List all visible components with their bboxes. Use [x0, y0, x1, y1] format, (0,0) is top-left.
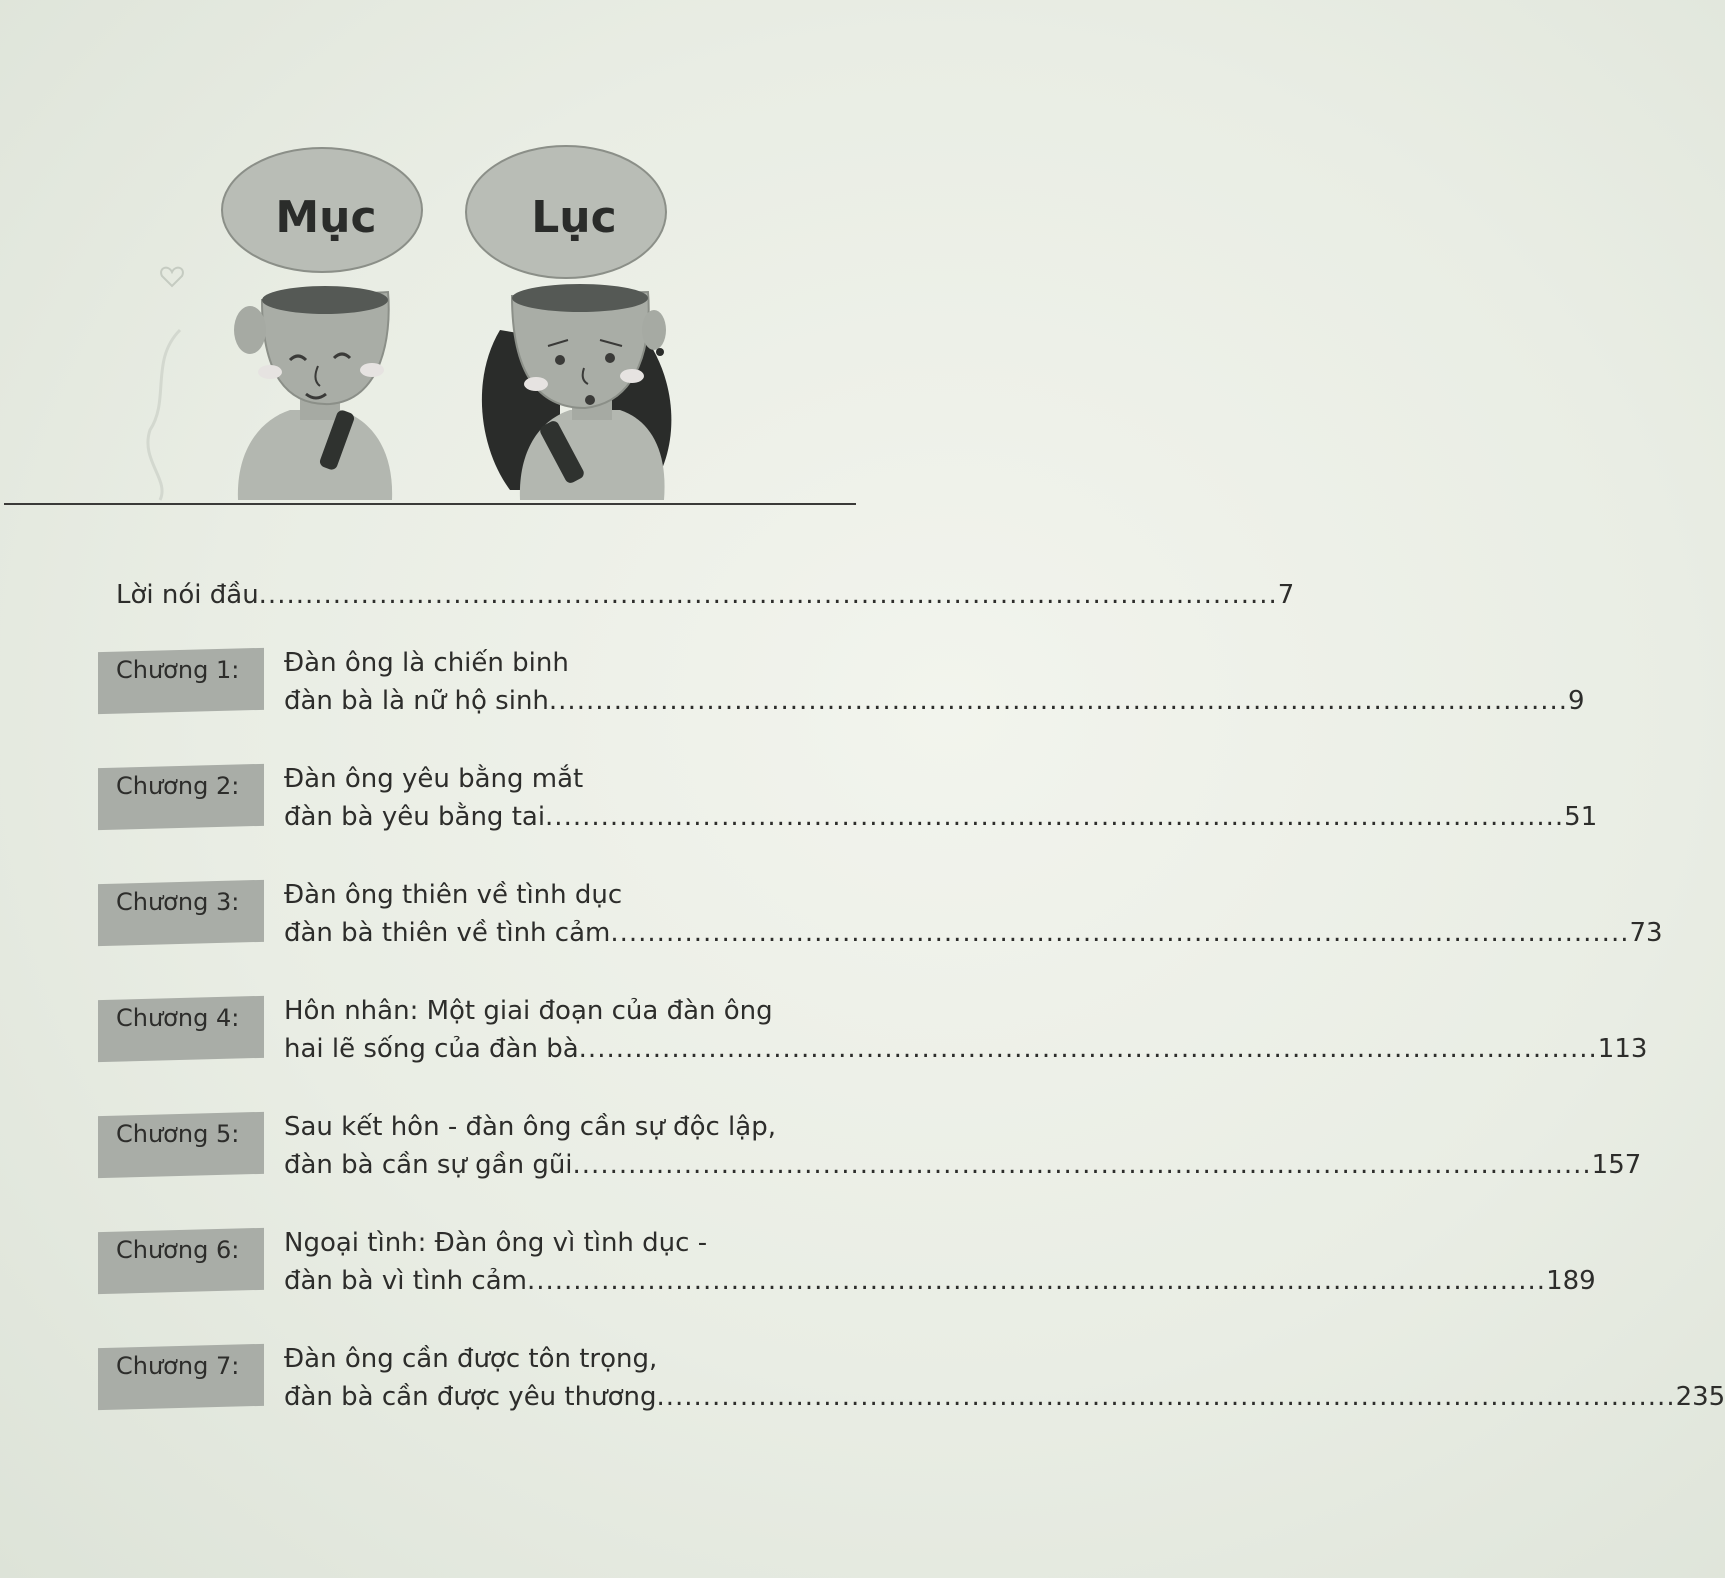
dot-leader: .............................................................................................................. — [572, 1150, 1592, 1180]
chapter-title-line1: Đàn ông là chiến binh — [284, 648, 569, 678]
chapter-title-line2: đàn bà là nữ hộ sinh — [284, 686, 549, 716]
chapter-title-line2-row — [284, 1266, 1596, 1296]
chapter-title-line1: Đàn ông cần được tôn trọng, — [284, 1344, 658, 1374]
chapter-title-line2: đàn bà vì tình cảm — [284, 1266, 527, 1296]
intro-title: Lời nói đầu — [116, 580, 259, 610]
chapter-label-box — [98, 1346, 264, 1408]
chapter-label: Chương 5: — [116, 1120, 240, 1148]
girl-figure — [482, 284, 671, 500]
chapter-page: 9 — [1568, 686, 1585, 716]
dot-leader: .............................................................................................................. — [578, 1034, 1598, 1064]
chapter-title-line2: đàn bà thiên về tình cảm — [284, 918, 611, 948]
dot-leader: .............................................................................................................. — [548, 686, 1569, 716]
toc-entry-intro[interactable] — [116, 580, 1295, 616]
background-heart-icon — [161, 268, 183, 286]
boy-figure — [234, 286, 392, 500]
dot-leader: .............................................................................................................. — [258, 580, 1278, 610]
chapter-title-line1: Hôn nhân: Một giai đoạn của đàn ông — [284, 996, 773, 1026]
chapter-title-line2-row — [284, 686, 1585, 716]
chapter-title-line2: hai lẽ sống của đàn bà — [284, 1034, 579, 1064]
chapter-label: Chương 4: — [116, 1004, 240, 1032]
header-illustration — [0, 0, 928, 520]
dot-leader: .............................................................................................................. — [545, 802, 1565, 832]
chapter-label-box — [98, 998, 264, 1060]
dot-leader: .............................................................................................................. — [656, 1382, 1676, 1412]
chapter-label-box — [98, 882, 264, 944]
chapter-title-line2-row — [284, 1382, 1725, 1412]
chapter-label: Chương 3: — [116, 888, 240, 916]
chapter-title-line2-row — [284, 1150, 1642, 1180]
background-doodle — [148, 330, 180, 500]
chapter-page: 189 — [1546, 1266, 1596, 1296]
chapter-label: Chương 1: — [116, 656, 240, 684]
chapter-title-line1: Đàn ông thiên về tình dục — [284, 880, 623, 910]
chapter-title-line2: đàn bà yêu bằng tai — [284, 802, 546, 832]
chapter-label-box — [98, 1114, 264, 1176]
dot-leader: .............................................................................................................. — [610, 918, 1630, 948]
intro-page: 7 — [1277, 580, 1295, 610]
header-divider — [4, 503, 856, 505]
chapter-title-line2-row — [284, 1034, 1648, 1064]
chapter-label: Chương 2: — [116, 772, 240, 800]
chapter-title-line2-row — [284, 802, 1598, 832]
chapter-label: Chương 7: — [116, 1352, 240, 1380]
chapter-title-line2-row — [284, 918, 1663, 948]
chapter-page: 73 — [1629, 918, 1663, 948]
chapter-label-box — [98, 650, 264, 712]
chapter-page: 51 — [1564, 802, 1598, 832]
chapter-label-box — [98, 766, 264, 828]
chapter-title-line1: Đàn ông yêu bằng mắt — [284, 764, 584, 794]
chapter-label: Chương 6: — [116, 1236, 240, 1264]
chapter-page: 113 — [1597, 1034, 1648, 1064]
bubble-word-left: Mục — [275, 192, 377, 243]
chapter-page: 157 — [1591, 1150, 1642, 1180]
chapter-title-line2: đàn bà cần sự gần gũi — [284, 1150, 573, 1180]
dot-leader: .............................................................................................................. — [526, 1266, 1547, 1296]
chapter-label-box — [98, 1230, 264, 1292]
chapter-title-line2: đàn bà cần được yêu thương — [284, 1382, 657, 1412]
bubble-word-right: Lục — [531, 192, 617, 243]
chapter-title-line1: Ngoại tình: Đàn ông vì tình dục - — [284, 1228, 708, 1258]
chapter-title-line1: Sau kết hôn - đàn ông cần sự độc lập, — [284, 1112, 776, 1142]
chapter-page: 235 — [1675, 1382, 1725, 1412]
